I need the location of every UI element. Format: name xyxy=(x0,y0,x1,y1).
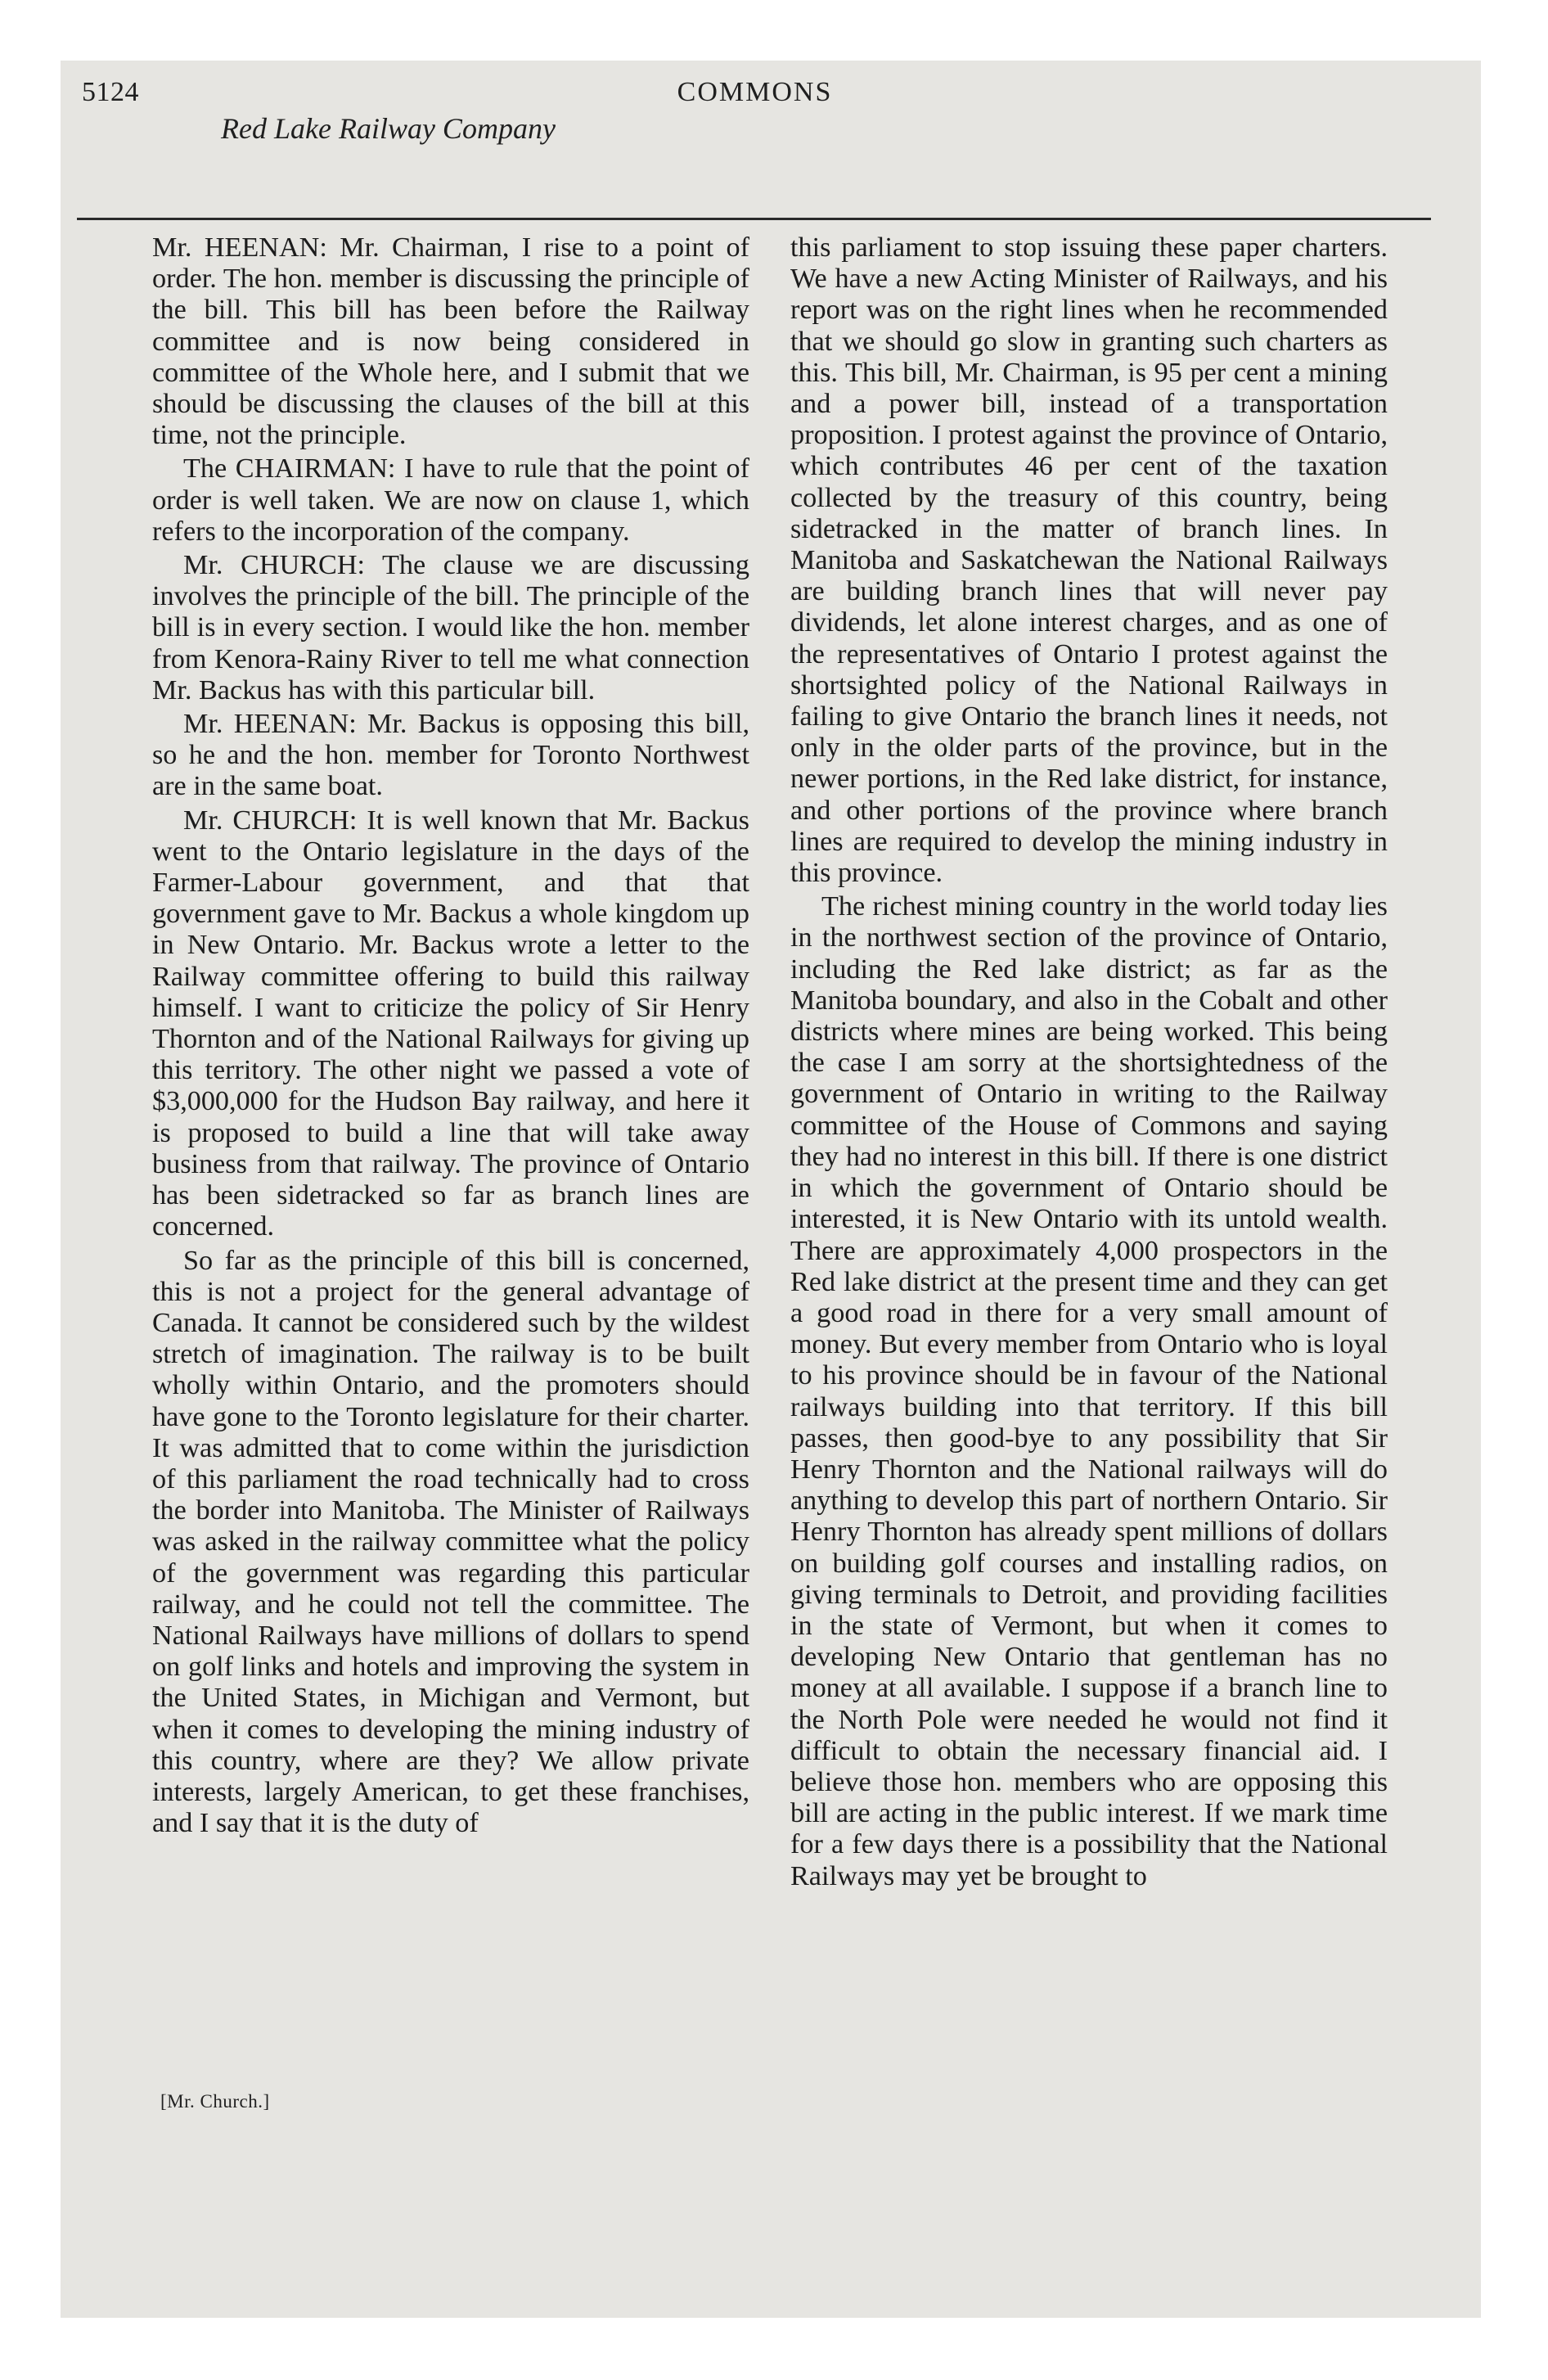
paragraph: this parliament to stop issuing these paper charters. We have a new Acting Minister of Railways, and his report was on the right lines when he recommended that we should go slow in granting such charters as this. This bill, Mr. Chairman, is 95 per cent a mining and a power bill, instead of a transportation proposition. I protest against the province of Ontario, which contributes 46 per cent of the taxation collected by the treasury of this country, being sidetracked in the matter of branch lines. In Manitoba and Saskatchewan the National Railways are building branch lines that will never pay dividends, let alone interest charges, and as one of the representatives of Ontario I protest against the shortsighted policy of the National Railways in failing to give Ontario the branch lines it needs, not only in the older parts of the province, but in the newer portions, in the Red lake district, for instance, and other portions of the province where branch lines are required to develop the mining industry in this province. xyxy=(790,232,1388,889)
paragraph: So far as the principle of this bill is concerned, this is not a project for the general advantage of Canada. It cannot be considered such by the wildest stretch of imagination. The railway is to be built wholly within Ontario, and the promoters should have gone to the Toronto legislature for their charter. It was admitted that to come within the jurisdiction of this parliament the road technically had to cross the border into Manitoba. The Minister of Railways was asked in the railway committee what the policy of the government was regarding this particular railway, and he could not tell the committee. The National Railways have millions of dollars to spend on golf links and hotels and improving the system in the United States, in Michigan and Vermont, but when it comes to developing the mining industry of this country, where are they? We allow private interests, largely American, to get these franchises, and I say that it is the duty of xyxy=(152,1245,749,1839)
paragraph: Mr. HEENAN: Mr. Chairman, I rise to a point of order. The hon. member is discussing the principle of the bill. This bill has been before the Railway committee and is now being considered in committee of the Whole here, and I submit that we should be discussing the clauses of the bill at this time, not the principle. xyxy=(152,232,749,451)
running-subtitle: Red Lake Railway Company xyxy=(221,112,556,145)
page-header xyxy=(82,77,1428,175)
paragraph: Mr. HEENAN: Mr. Backus is opposing this bill, so he and the hon. member for Toronto Northwest are in the same boat. xyxy=(152,709,749,802)
header-rule xyxy=(77,218,1431,220)
paragraph: The richest mining country in the world today lies in the northwest section of the province of Ontario, including the Red lake district; as far as the Manitoba boundary, and also in the Cobalt and other districts where mines are being worked. This being the case I am sorry at the shortsightedness of the government of Ontario in writing to the Railway committee of the House of Commons and saying they had no interest in this bill. If there is one district in which the government of Ontario should be interested, it is New Ontario with its untold wealth. There are approximately 4,000 prospectors in the Red lake district at the present time and they can get a good road in there for a very small amount of money. But every member from Ontario who is loyal to his province should be in favour of the National railways building into that territory. If this bill passes, then good-bye to any possibility that Sir Henry Thornton and the National railways will do anything to develop this part of northern Ontario. Sir Henry Thornton has already spent millions of dollars on building golf courses and installing radios, on giving terminals to Detroit, and providing facilities in the state of Vermont, but when it comes to developing New Ontario that gentleman has no money at all available. I suppose if a branch line to the North Pole were needed he would not find it difficult to obtain the necessary financial aid. I believe those hon. members who are opposing this bill are acting in the public interest. If we mark time for a few days there is a possibility that the National Railways may yet be brought to xyxy=(790,891,1388,1891)
left-column xyxy=(152,232,749,1841)
paragraph: Mr. CHURCH: The clause we are discussing involves the principle of the bill. The principle of the bill is in every section. I would like the hon. member from Kenora-Rainy River to tell me what connection Mr. Backus has with this particular bill. xyxy=(152,550,749,705)
page-number: 5124 xyxy=(82,77,139,107)
paragraph: The CHAIRMAN: I have to rule that the point of order is well taken. We are now on clause 1, which refers to the incorporation of the company. xyxy=(152,453,749,547)
speaker-footer: [Mr. Church.] xyxy=(160,2091,270,2112)
paragraph: Mr. CHURCH: It is well known that Mr. Backus went to the Ontario legislature in the days of the Farmer-Labour government, and that that government gave to Mr. Backus a whole kingdom up in New Ontario. Mr. Backus wrote a letter to the Railway committee offering to build this railway himself. I want to criticize the policy of Sir Henry Thornton and of the National Railways for giving up this territory. The other night we passed a vote of $3,000,000 for the Hudson Bay railway, and here it is proposed to build a line that will take away business from that railway. The province of Ontario has been sidetracked so far as branch lines are concerned. xyxy=(152,805,749,1242)
section-title: COMMONS xyxy=(677,77,833,107)
right-column xyxy=(790,232,1388,1895)
